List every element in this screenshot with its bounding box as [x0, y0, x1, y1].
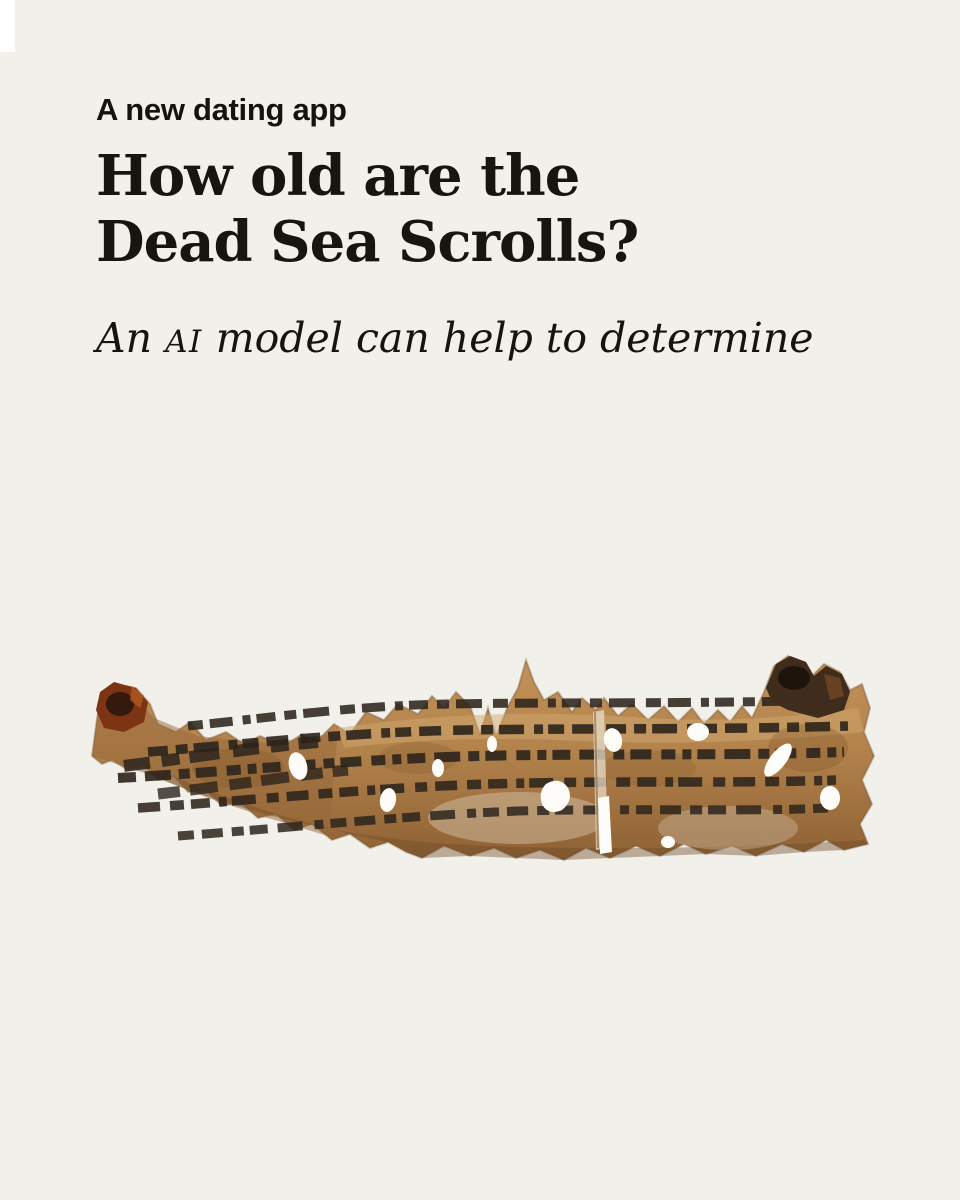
subtitle-prefix: An — [96, 314, 166, 362]
scroll-fragment-image — [88, 648, 880, 866]
subtitle-suffix: model can help to determine — [202, 314, 814, 362]
subtitle — [96, 314, 814, 363]
kicker: A new dating app — [96, 92, 347, 127]
corner-artifact — [0, 0, 15, 52]
page-title-line2: Dead Sea Scrolls? — [96, 209, 639, 275]
page-title-line1: How old are the — [96, 143, 580, 209]
subtitle-smallcaps: AI — [165, 324, 203, 360]
scroll-fragment-figure — [88, 648, 880, 866]
page-title — [96, 143, 638, 275]
